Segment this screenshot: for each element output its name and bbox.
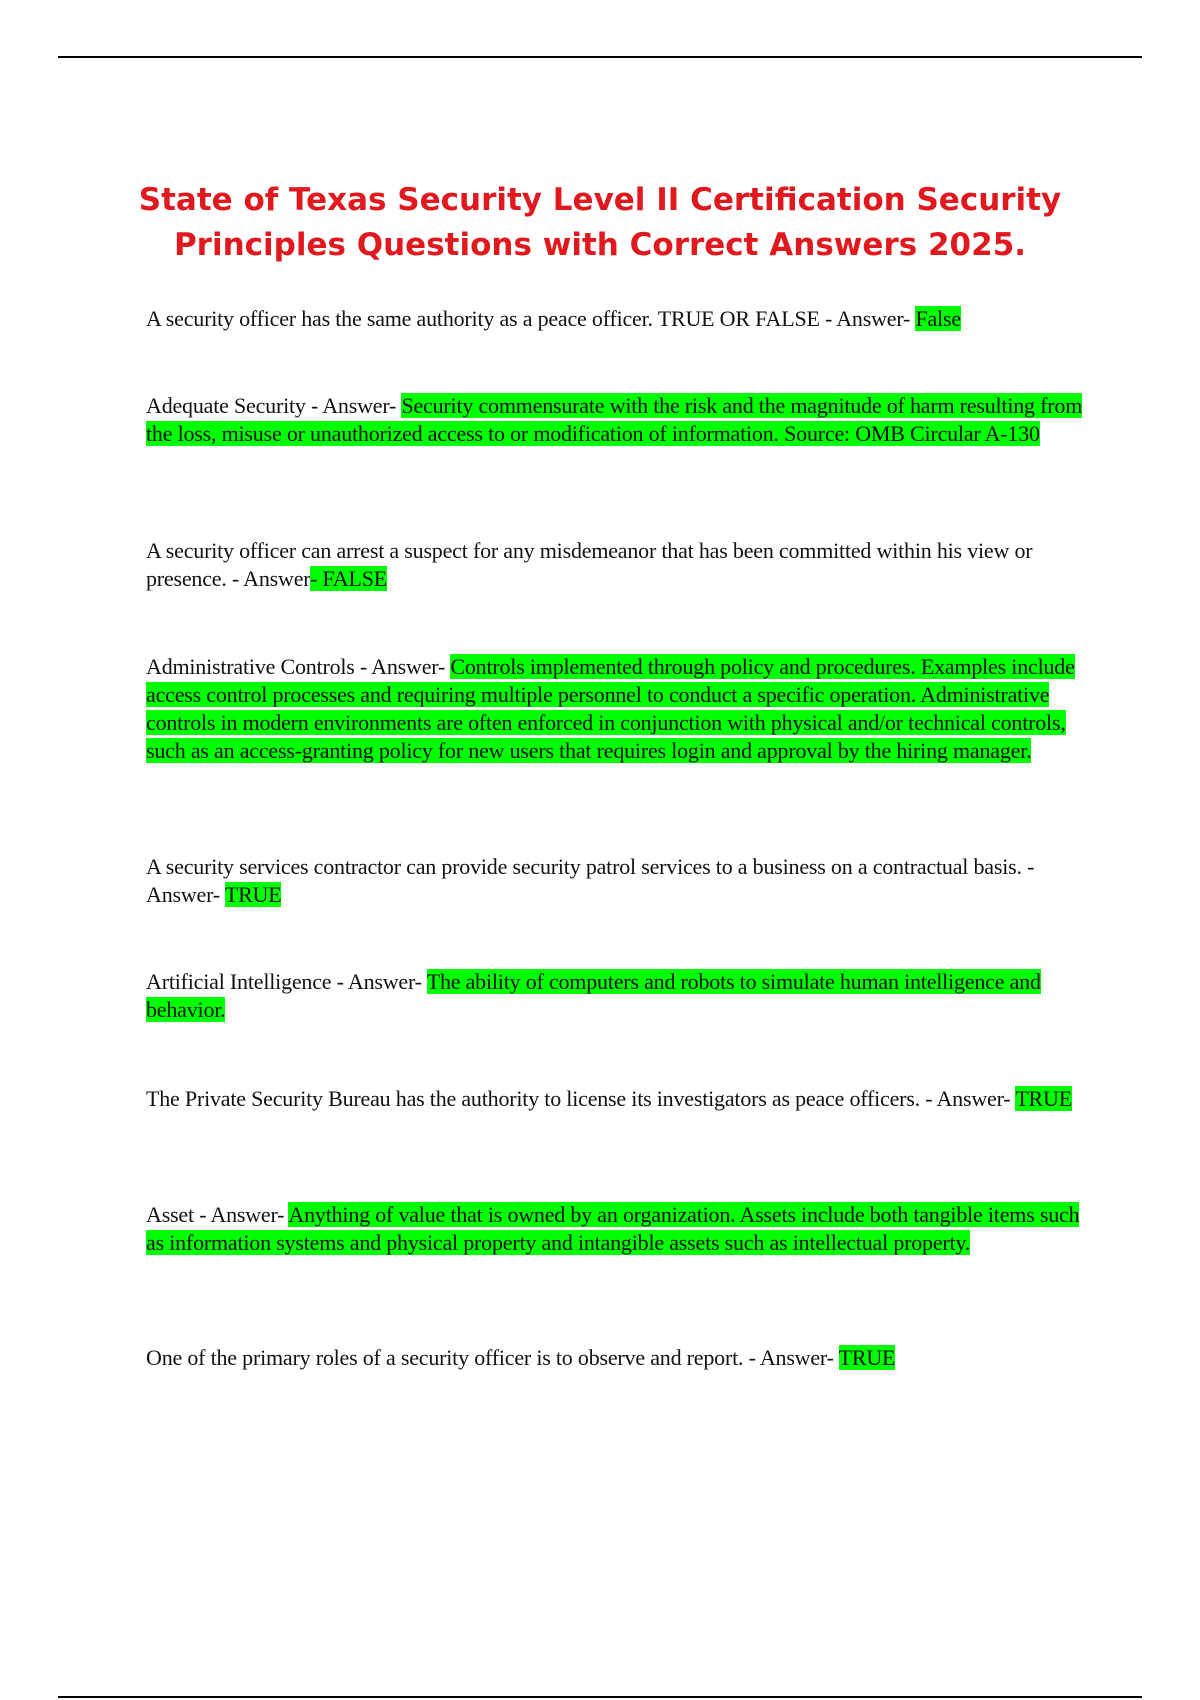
qa-item	[146, 968, 1096, 1024]
answer-text: Security commensurate with the risk and the magnitude of harm resulting from the loss, misuse or unauthorized access to or modification of information. Source: OMB Circular A-130	[146, 393, 1083, 446]
question-text: The Private Security Bureau has the authority to license its investigators as peace officers. - Answer-	[146, 1086, 1016, 1111]
question-text: A security officer has the same authority as a peace officer. TRUE OR FALSE - Answer-	[146, 306, 916, 331]
answer-text: TRUE	[224, 882, 282, 907]
qa-item	[146, 1344, 1096, 1372]
question-text: Adequate Security - Answer-	[146, 393, 402, 418]
question-text: Asset - Answer-	[146, 1202, 289, 1227]
qa-item	[146, 1085, 1096, 1113]
question-text: A security officer can arrest a suspect for any misdemeanor that has been committed within his view or presence. - Answer	[146, 538, 1033, 591]
question-text: A security services contractor can provide security patrol services to a business on a contractual basis. - Answer-	[146, 854, 1035, 907]
answer-text: The ability of computers and robots to simulate human intelligence and behavior.	[146, 969, 1041, 1022]
qa-item	[146, 537, 1096, 593]
qa-item	[146, 653, 1096, 765]
answer-text: Controls implemented through policy and procedures. Examples include access control processes and requiring multiple personnel to conduct a specific operation. Administrative controls in modern environments are often enforced in conjunction with physical and/or technical controls, such as an access-granting policy for new users that requires login and approval by the hiring manager.	[146, 654, 1075, 763]
qa-item	[146, 392, 1096, 448]
answer-text: TRUE	[1015, 1086, 1072, 1111]
answer-text: False	[915, 306, 961, 331]
page-title: State of Texas Security Level II Certification Security Principles Questions with Correct Answers 2025.	[138, 182, 1062, 263]
qa-item	[146, 305, 1096, 333]
question-text: One of the primary roles of a security officer is to observe and report. - Answer-	[146, 1345, 839, 1370]
question-text: Administrative Controls - Answer-	[146, 654, 451, 679]
answer-text: Anything of value that is owned by an organization. Assets include both tangible items such as information systems and physical property and intangible assets such as intellectual property.	[146, 1202, 1080, 1255]
qa-item	[146, 853, 1096, 909]
answer-text: - FALSE	[309, 566, 387, 591]
question-text: Artificial Intelligence - Answer-	[146, 969, 427, 994]
qa-item	[146, 1201, 1096, 1257]
bottom-rule	[58, 1696, 1142, 1698]
answer-text: TRUE	[838, 1345, 896, 1370]
top-rule	[58, 56, 1142, 58]
